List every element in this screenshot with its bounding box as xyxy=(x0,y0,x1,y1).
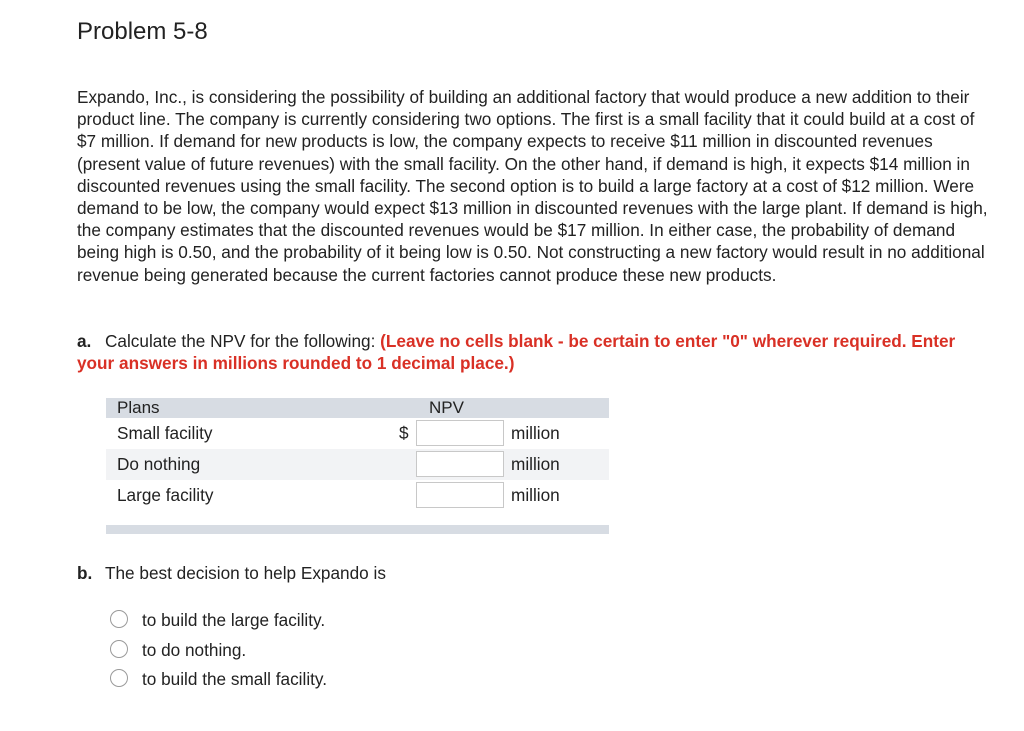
unit-label-do-nothing: million xyxy=(511,454,560,474)
npv-input-small-facility[interactable] xyxy=(416,420,504,446)
plans-column-header: Plans xyxy=(117,398,160,417)
currency-symbol: $ xyxy=(399,423,409,443)
row-label-do-nothing: Do nothing xyxy=(117,454,201,474)
npv-input-large-facility[interactable] xyxy=(416,482,504,508)
part-b-letter: b. xyxy=(77,563,93,583)
part-a-instruction: (Leave no cells blank - be certain to enter "0" wherever required. Enter your answers in millions rounded to 1 decimal place.) xyxy=(77,331,956,373)
option-label[interactable]: to build the small facility. xyxy=(142,669,327,689)
part-b-question xyxy=(77,562,386,584)
option-label[interactable]: to build the large facility. xyxy=(142,610,326,630)
part-b-text: The best decision to help Expando is xyxy=(105,563,386,583)
npv-table xyxy=(106,398,609,534)
npv-input-do-nothing[interactable] xyxy=(416,451,504,477)
part-a-text: Calculate the NPV for the following: xyxy=(105,331,376,351)
table-footer-bar xyxy=(106,525,609,534)
table-row-large-facility xyxy=(106,480,609,511)
problem-description: Expando, Inc., is considering the possibility of building an additional factory that would produce a new addition to their product line. The company is currently considering two options. The first is a small facility that it could build at a cost of $7 million. If demand for new products is low, the company expects to receive $11 million in discounted revenues (present value of future revenues) with the small facility. On the other hand, if demand is high, it expects $14 million in discounted revenues using the small facility. The second option is to build a large factory at a cost of $12 million. Were demand to be low, the company would expect $13 million in discounted revenues with the large plant. If demand is high, the company estimates that the discounted revenues would be $17 million. In either case, the probability of demand being high is 0.50, and the probability of it being low is 0.50. Not constructing a new factory would result in no additional revenue being generated because the current factories cannot produce these new products. xyxy=(77,87,988,285)
row-label-small-facility: Small facility xyxy=(117,423,213,443)
part-a-question xyxy=(77,330,977,374)
radio-button[interactable] xyxy=(110,640,128,658)
unit-label-small-facility: million xyxy=(511,423,560,443)
table-row-small-facility xyxy=(106,418,609,449)
radio-button[interactable] xyxy=(110,610,128,628)
npv-table-header xyxy=(106,398,609,418)
problem-title: Problem 5-8 xyxy=(77,18,208,45)
npv-column-header: NPV xyxy=(429,398,464,417)
radio-button[interactable] xyxy=(110,669,128,687)
option-label[interactable]: to do nothing. xyxy=(142,639,247,660)
table-row-do-nothing xyxy=(106,449,609,480)
unit-label-large-facility: million xyxy=(511,485,560,505)
row-label-large-facility: Large facility xyxy=(117,485,214,505)
part-a-letter: a. xyxy=(77,331,92,351)
